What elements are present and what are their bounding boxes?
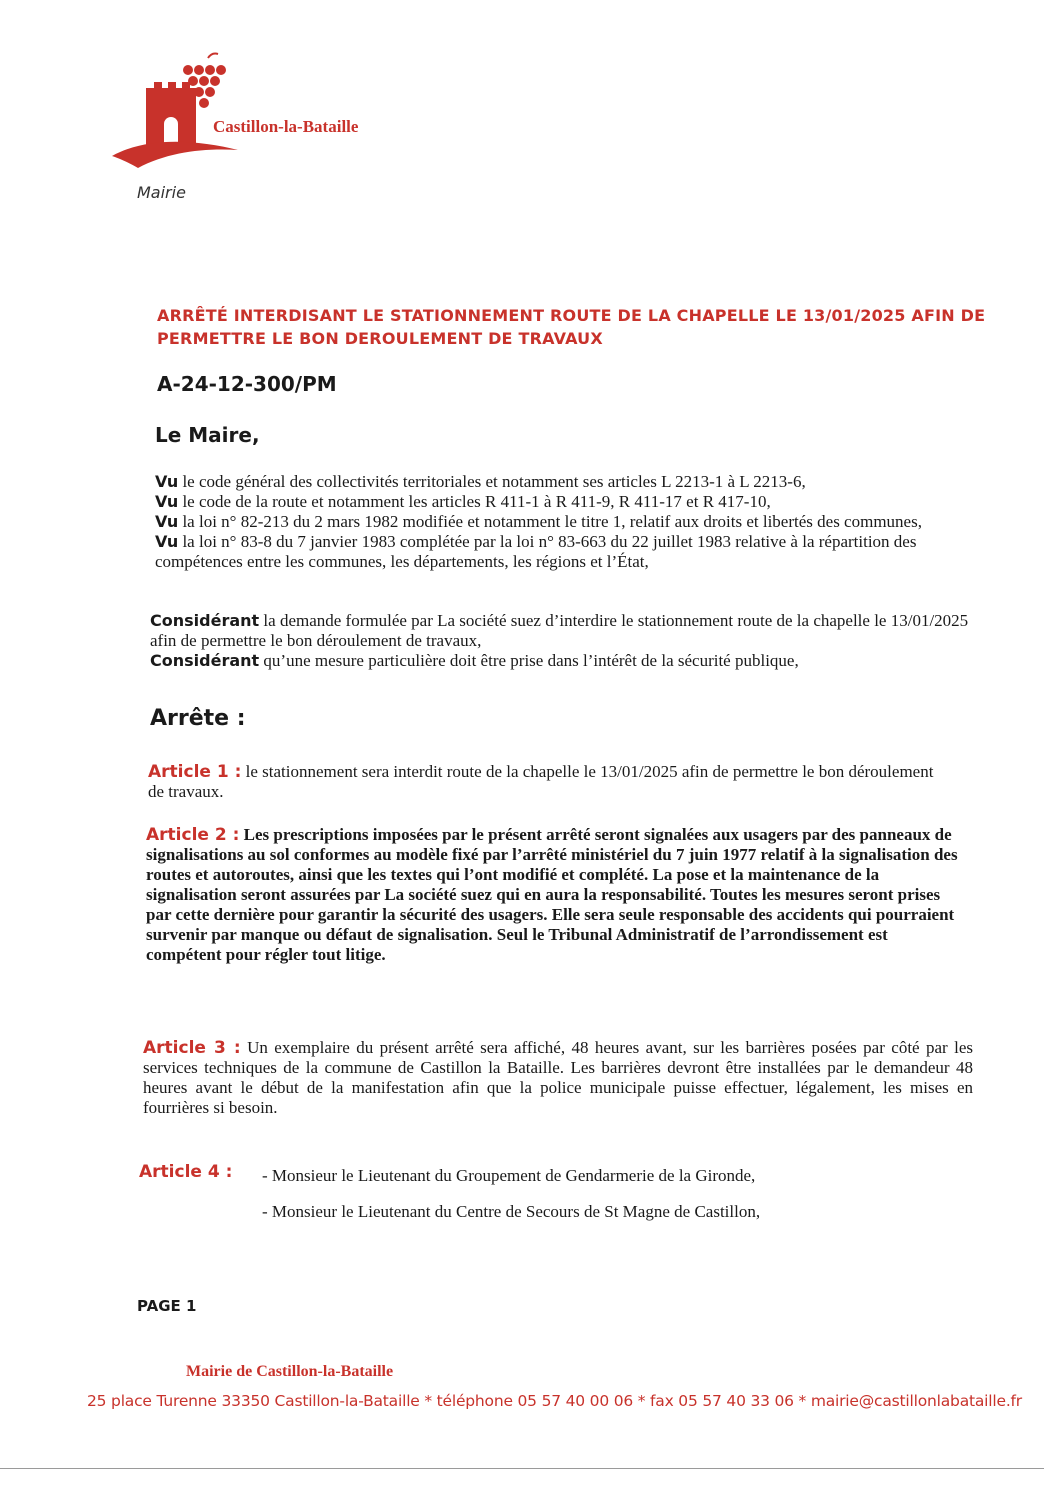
vu-item: Vu le code de la route et notamment les articles R 411-1 à R 411-9, R 411-17 et R 417-10,: [155, 492, 771, 511]
article-2: [146, 825, 966, 965]
article-label: Article 1 :: [148, 762, 242, 782]
article-1: [148, 762, 948, 802]
brand-subtitle: Mairie: [137, 183, 186, 202]
vu-item: Vu le code général des collectivités territoriales et notamment ses articles L 2213-1 à L 2213-6,: [155, 472, 806, 491]
vu-item: Vu la loi n° 83-8 du 7 janvier 1983 complétée par la loi n° 83-663 du 22 juillet 1983 relative à la répartition des compétences entre les communes, les départements, les régions et l’État,: [155, 532, 917, 571]
article-label: Article 2 :: [146, 825, 240, 845]
considerant-item: Considérant qu’une mesure particulière doit être prise dans l’intérêt de la sécurité publique,: [150, 651, 799, 670]
article-4-label: Article 4 :: [139, 1162, 233, 1182]
article-4-list: [262, 1166, 962, 1238]
vu-item: Vu la loi n° 82-213 du 2 mars 1982 modifiée et notamment le titre 1, relatif aux droits et libertés des communes,: [155, 512, 922, 531]
considerant-list: [150, 611, 970, 671]
page-number: PAGE 1: [137, 1297, 197, 1315]
document-title: ARRÊTÉ INTERDISANT LE STATIONNEMENT ROUTE DE LA CHAPELLE LE 13/01/2025 AFIN DE PERMETTRE LE BON DEROULEMENT DE TRAVAUX: [157, 306, 986, 348]
article-label: Article 3 :: [143, 1038, 241, 1058]
footer-address: 25 place Turenne 33350 Castillon-la-Bataille * téléphone 05 57 40 00 06 * fax 05 57 40 33 06 * mairie@castillonlabataille.fr: [87, 1392, 1022, 1410]
brand-name: Castillon-la-Bataille: [213, 117, 359, 136]
article-text: le stationnement sera interdit route de la chapelle le 13/01/2025 afin de permettre le bon déroulement de travaux.: [148, 762, 934, 801]
article-text: Un exemplaire du présent arrêté sera affiché, 48 heures avant, sur les barrières posées par côté par les services techniques de la commune de Castillon la Bataille. Les barrières devront être installées par le demandeur 48 heures avant le début de la manifestation afin que la police municipale puisse effectuer, légalement, les mises en fourrières si besoin.: [143, 1038, 973, 1117]
considerant-item: Considérant la demande formulée par La société suez d’interdire le stationnement route de la chapelle le 13/01/2025 afin de permettre le bon déroulement de travaux,: [150, 611, 969, 650]
recipient-item: - Monsieur le Lieutenant du Centre de Secours de St Magne de Castillon,: [262, 1202, 761, 1221]
article-3: [143, 1038, 973, 1118]
footer-divider: [0, 1468, 1044, 1469]
vu-list: [155, 472, 955, 572]
arrete-heading: Arrête :: [150, 706, 246, 731]
salutation: Le Maire,: [155, 423, 260, 447]
article-text: Les prescriptions imposées par le présent arrêté seront signalées aux usagers par des panneaux de signalisations au sol conformes au modèle fixé par l’arrêté ministériel du 7 juin 1977 relatif à la signalisation des routes et autoroutes, ainsi que les textes qui l’ont modifié et complété. La pose et la maintenance de la signalisation seront assurées par La société suez qui en aura la responsabilité. Toutes les mesures seront prises par cette dernière pour garantir la sécurité des usagers. Elle sera seule responsable des accidents qui pourraient survenir par manque ou défaut de signalisation. Seul le Tribunal Administratif de l’arrondissement est compétent pour régler tout litige.: [146, 825, 958, 964]
document-reference: A-24-12-300/PM: [157, 372, 337, 396]
footer-organization: Mairie de Castillon-la-Bataille: [186, 1363, 394, 1380]
recipient-item: - Monsieur le Lieutenant du Groupement de Gendarmerie de la Gironde,: [262, 1166, 756, 1185]
